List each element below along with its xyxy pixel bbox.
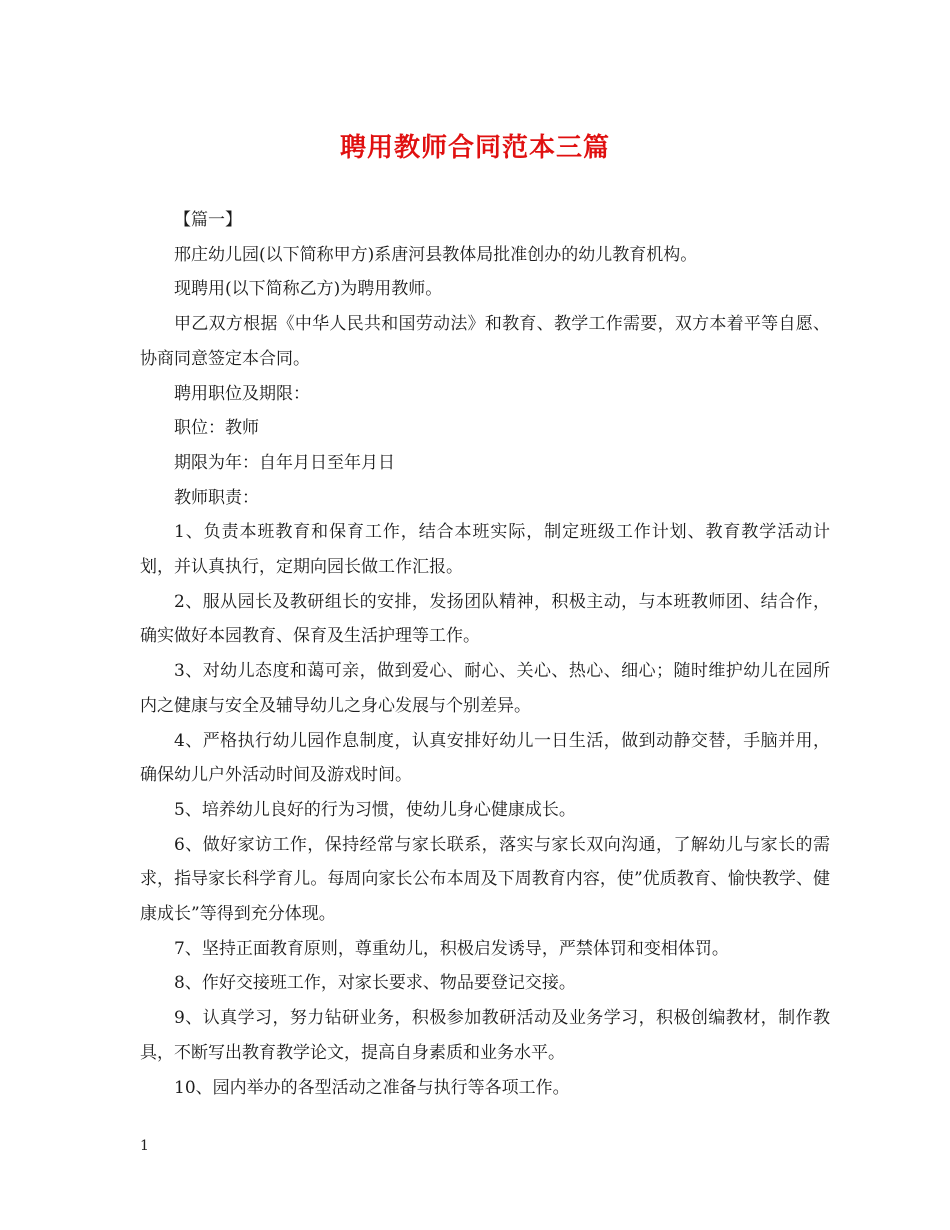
paragraph: 职位：教师 (174, 418, 259, 439)
duty-item: 9、认真学习，努力钻研业务，积极参加教研活动及业务学习，积极创编教材，制作教具，不断写出教育教学论文，提高自身素质和业务水平。 (140, 1008, 830, 1063)
paragraph: 邢庄幼儿园(以下简称甲方)系唐河县教体局批准创办的幼儿教育机构。 (174, 244, 698, 265)
duty-item: 3、对幼儿态度和蔼可亲，做到爱心、耐心、关心、热心、细心；随时维护幼儿在园所内之健康与安全及辅导幼儿之身心发展与个别差异。 (140, 661, 830, 716)
duty-item: 10、园内举办的各型活动之准备与执行等各项工作。 (174, 1077, 570, 1098)
page-number: 1 (140, 1138, 149, 1154)
duty-item: 7、坚持正面教育原则，尊重幼儿，积极启发诱导，严禁体罚和变相体罚。 (174, 938, 729, 959)
duty-item: 2、服从园长及教研组长的安排，发扬团队精神，积极主动，与本班教师团、结合作，确实做好本园教育、保育及生活护理等工作。 (140, 591, 830, 647)
document-title: 聘用教师合同范本三篇 (339, 133, 610, 163)
duty-item: 1、负责本班教育和保育工作，结合本班实际，制定班级工作计划、教育教学活动计划，并认真执行，定期向园长做工作汇报。 (140, 522, 830, 578)
paragraph: 期限为年：自年月日至年月日 (174, 452, 395, 473)
duty-item: 4、严格执行幼儿园作息制度，认真安排好幼儿一日生活，做到动静交替，手脑并用，确保幼儿户外活动时间及游戏时间。 (140, 730, 830, 786)
paragraph: 甲乙双方根据《中华人民共和国劳动法》和教育、教学工作需要，双方本着平等自愿、协商同意签定本合同。 (140, 314, 830, 369)
paragraph: 聘用职位及期限： (174, 383, 310, 404)
duty-item: 8、作好交接班工作，对家长要求、物品要登记交接。 (174, 973, 576, 994)
duty-item: 6、做好家访工作，保持经常与家长联系，落实与家长双向沟通，了解幼儿与家长的需求，指导家长科学育儿。每周向家长公布本周及下周教育内容，使”优质教育、愉快教学、健康成长”等得到充分体现。 (140, 834, 830, 925)
paragraph: 教师职责： (174, 487, 259, 508)
paragraph: 现聘用(以下简称乙方)为聘用教师。 (174, 279, 443, 300)
section-heading: 【篇一】 (174, 210, 242, 230)
duty-item: 5、培养幼儿良好的行为习惯，使幼儿身心健康成长。 (174, 799, 576, 820)
document-body (140, 203, 830, 1105)
